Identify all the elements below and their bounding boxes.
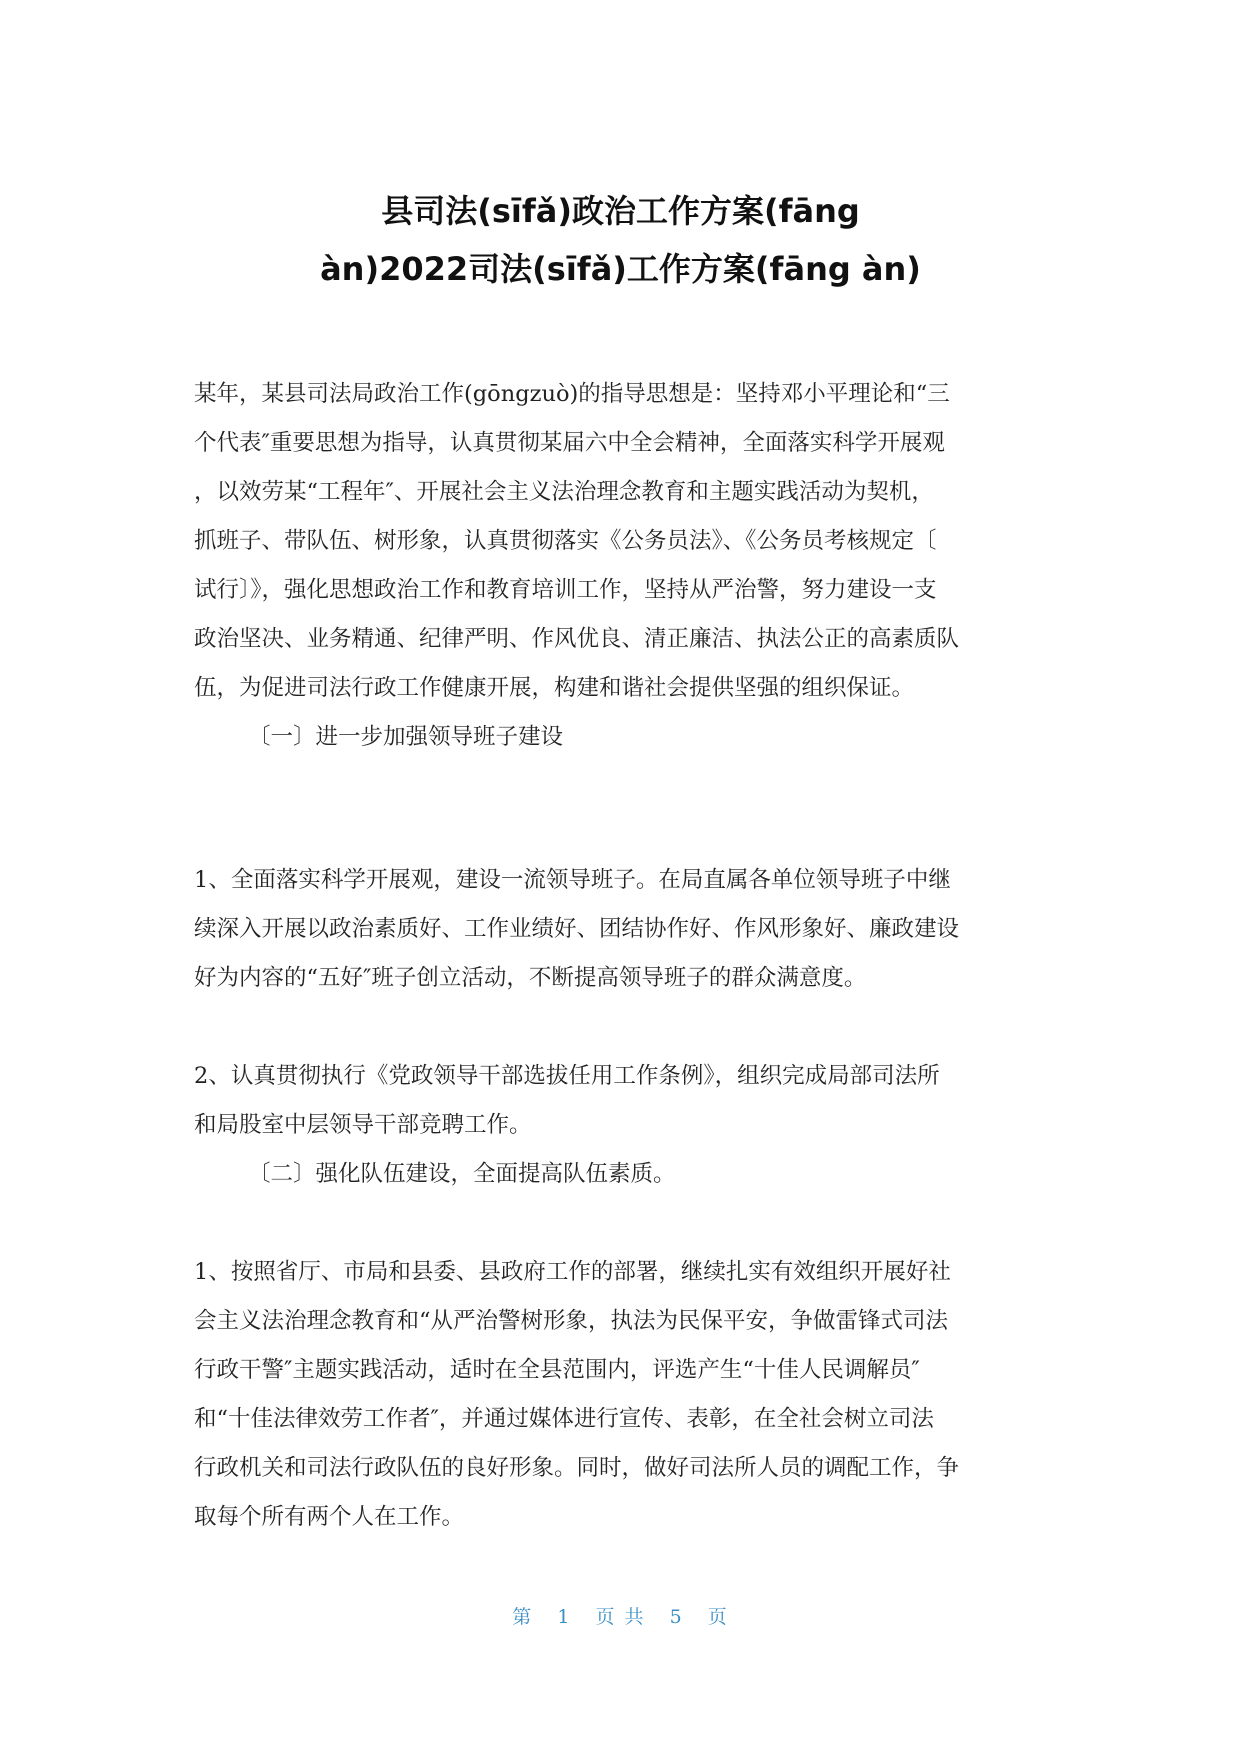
text-line: 会主义法治理念教育和“从严治警树形象，执法为民保平安，争做雷锋式司法 xyxy=(194,1308,949,1334)
text-line: 2、认真贯彻执行《党政领导干部选拔任用工作条例》，组织完成局部司法所 xyxy=(194,1063,940,1089)
text-line: 1、全面落实科学开展观，建设一流领导班子。在局直属各单位领导班子中继 xyxy=(194,867,951,893)
intro-paragraph xyxy=(194,370,1048,762)
text-line: 和“十佳法律效劳工作者″，并通过媒体进行宣传、表彰，在全社会树立司法 xyxy=(194,1406,934,1432)
page-footer xyxy=(0,1602,1241,1629)
document-title xyxy=(150,182,1091,298)
text-line: 抓班子、带队伍、树形象，认真贯彻落实《公务员法》、《公务员考核规定〔 xyxy=(194,528,937,554)
section-heading-2: 〔二〕强化队伍建设，全面提高队伍素质。 xyxy=(248,1161,676,1187)
text-line: 某年，某县司法局政治工作(gōngzuò)的指导思想是：坚持邓小平理论和“三 xyxy=(194,381,950,407)
footer-ye-gong: 页 共 xyxy=(595,1606,646,1628)
text-line: 取每个所有两个人在工作。 xyxy=(194,1504,465,1530)
text-line: 续深入开展以政治素质好、工作业绩好、团结协作好、作风形象好、廉政建设 xyxy=(194,916,960,942)
text-line: ，以效劳某“工程年″、开展社会主义法治理念教育和主题实践活动为契机， xyxy=(194,479,934,505)
footer-total-pages: 5 xyxy=(669,1606,684,1628)
text-line: 政治坚决、业务精通、纪律严明、作风优良、清正廉洁、执法公正的高素质队 xyxy=(194,626,960,652)
text-line: 试行〕》，强化思想政治工作和教育培训工作，坚持从严治警，努力建设一支 xyxy=(194,577,937,603)
item-2-1-paragraph xyxy=(194,1248,1048,1542)
footer-page-number: 1 xyxy=(557,1606,572,1628)
title-line-1: 县司法(sīfǎ)政治工作方案(fāng xyxy=(381,192,860,230)
text-line: 和局股室中层领导干部竞聘工作。 xyxy=(194,1112,532,1138)
section-heading-1: 〔一〕进一步加强领导班子建设 xyxy=(248,724,564,750)
title-line-2: àn)2022司法(sīfǎ)工作方案(fāng àn) xyxy=(320,250,921,288)
item-1-2-paragraph xyxy=(194,1052,1048,1199)
text-line: 1、按照省厅、市局和县委、县政府工作的部署，继续扎实有效组织开展好社 xyxy=(194,1259,951,1285)
text-line: 行政干警″主题实践活动，适时在全县范围内，评选产生“十佳人民调解员″ xyxy=(194,1357,920,1383)
footer-ye: 页 xyxy=(707,1606,729,1628)
text-line: 行政机关和司法行政队伍的良好形象。同时，做好司法所人员的调配工作，争 xyxy=(194,1455,960,1481)
text-line: 个代表″重要思想为指导，认真贯彻某届六中全会精神，全面落实科学开展观 xyxy=(194,430,945,456)
text-line: 伍，为促进司法行政工作健康开展，构建和谐社会提供坚强的组织保证。 xyxy=(194,675,915,701)
item-1-1-paragraph xyxy=(194,856,1048,1003)
text-line: 好为内容的“五好″班子创立活动，不断提高领导班子的群众满意度。 xyxy=(194,965,867,991)
footer-di: 第 xyxy=(512,1606,534,1628)
